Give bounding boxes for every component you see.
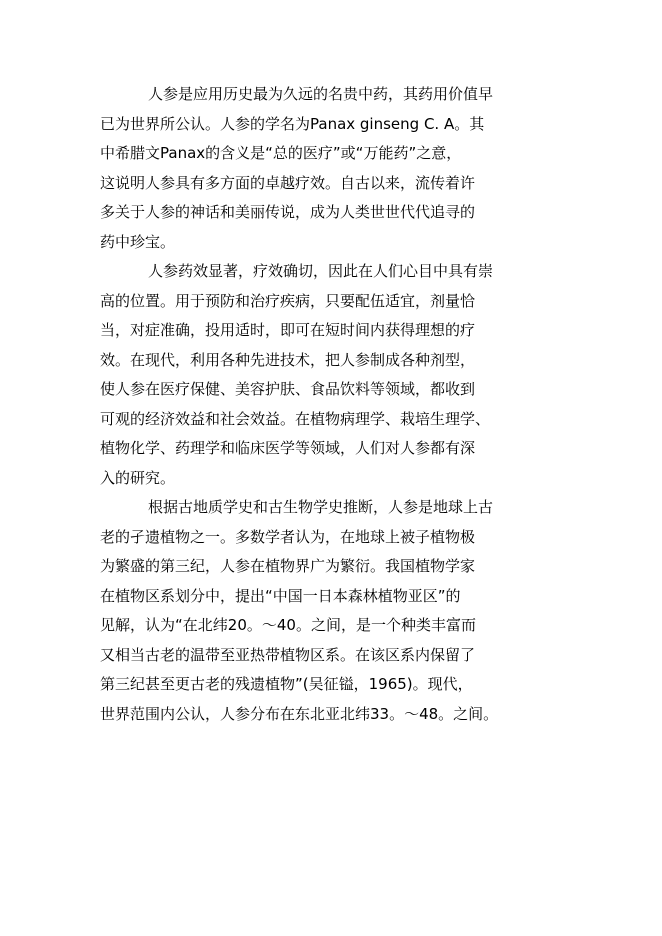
text-line: 又相当古老的温带至亚热带植物区系。在该区系内保留了 — [100, 645, 476, 664]
paragraph-2 — [100, 257, 562, 493]
paragraph-1 — [100, 80, 562, 257]
text-line: 老的孑遗植物之一。多数学者认为，在地球上被子植物极 — [100, 527, 476, 546]
text-line: 已为世界所公认。人参的学名为Panax ginseng C. A。其 — [100, 114, 485, 133]
text-line: 使人参在医疗保健、美容护肤、食品饮料等领域，都收到 — [100, 380, 476, 398]
text-line: 见解，认为“在北纬20。～40。之间，是一个种类丰富而 — [100, 616, 476, 634]
text-line: 在植物区系划分中，提出“中国一日本森林植物亚区”的 — [100, 586, 461, 605]
text-line: 可观的经济效益和社会效益。在植物病理学、栽培生理学、 — [100, 409, 491, 428]
text-line: 为繁盛的第三纪，人参在植物界广为繁衍。我国植物学家 — [100, 557, 476, 575]
text-line: 这说明人参具有多方面的卓越疗效。自古以来，流传着许 — [100, 173, 476, 192]
text-line: 中希腊文Panax的含义是“总的医疗”或“万能药”之意， — [100, 144, 462, 162]
document-page — [100, 80, 562, 729]
text-line: 植物化学、药理学和临床医学等领域，人们对人参都有深 — [100, 439, 476, 457]
text-line: 人参是应用历史最为久远的名贵中药，其药用价值早 — [148, 85, 494, 103]
text-line: 当，对症准确，投用适时，即可在短时间内获得理想的疗 — [100, 321, 476, 339]
text-line: 多关于人参的神话和美丽传说，成为人类世世代代追寻的 — [100, 203, 476, 221]
text-line: 根据古地质学史和古生物学史推断，人参是地球上古 — [148, 498, 494, 516]
paragraph-3 — [100, 493, 562, 729]
text-line: 人参药效显著，疗效确切，因此在人们心目中具有崇 — [148, 262, 494, 280]
text-line: 效。在现代，利用各种先进技术，把人参制成各种剂型， — [100, 350, 476, 369]
text-line: 世界范围内公认，人参分布在东北亚北纬33。～48。之间。 — [100, 704, 499, 723]
text-line: 入的研究。 — [100, 468, 176, 487]
text-line: 高的位置。用于预防和治疗疾病，只要配伍适宜，剂量恰 — [100, 291, 476, 310]
text-line: 第三纪甚至更古老的残遗植物”(吴征镒，1965)。现代， — [100, 675, 473, 693]
text-line: 药中珍宝。 — [100, 232, 176, 251]
